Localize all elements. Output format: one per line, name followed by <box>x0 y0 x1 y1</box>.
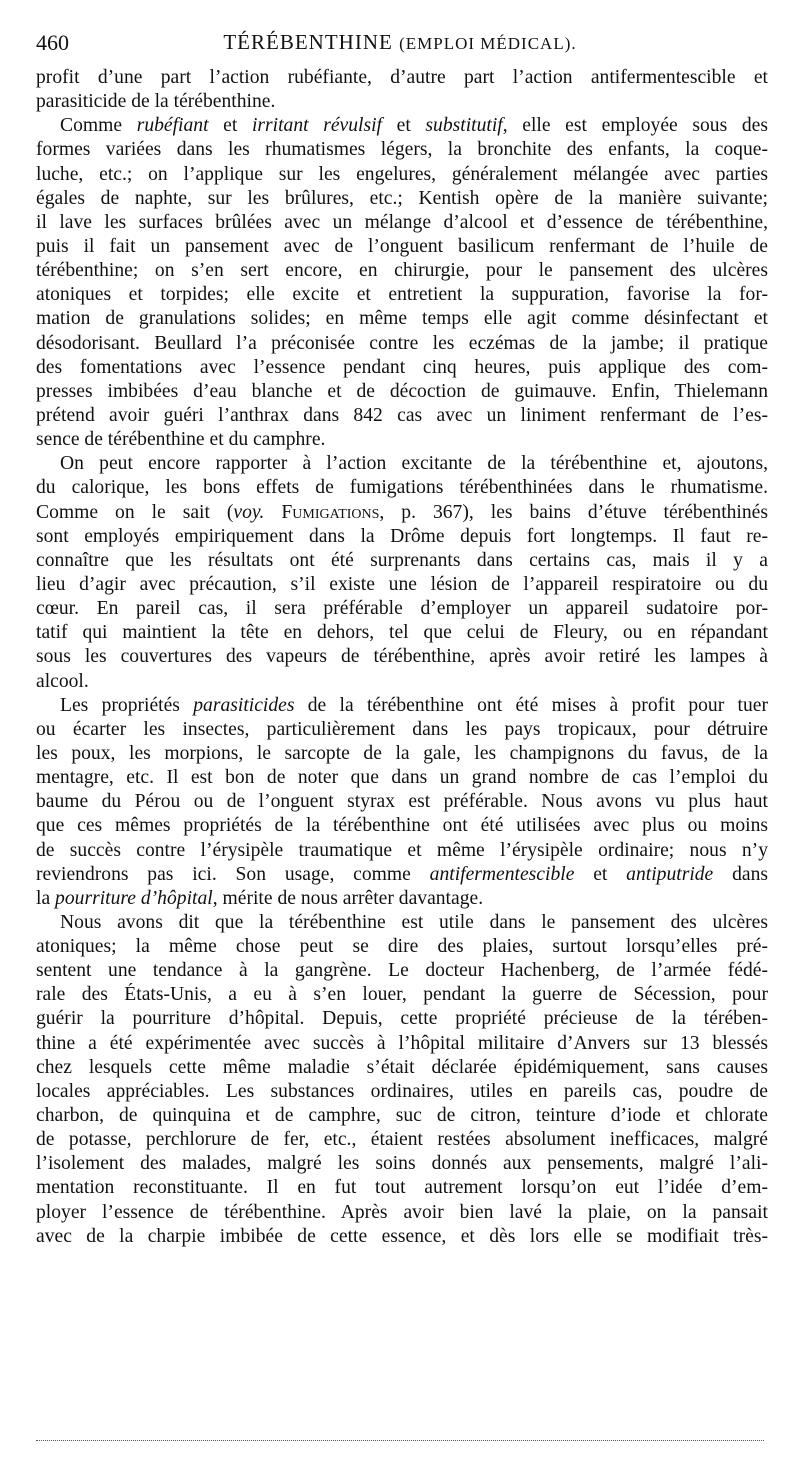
text-line: luche, etc.; on l’applique sur les engelures, généralement mélangée avec parties <box>36 163 768 185</box>
text-line: sous les couvertures des vapeurs de térébenthine, après avoir retiré les lampes à <box>36 646 768 668</box>
text-line: Comme on le sait (voy. Fumigations, p. 367), les bains d’étuve térébenthinés <box>36 501 768 523</box>
text-line: formes variées dans les rhumatismes légers, la bronchite des enfants, la coque- <box>36 139 768 161</box>
text-line: l’isolement des malades, malgré les soins donnés aux pensements, malgré l’ali- <box>36 1153 768 1175</box>
running-title-subtitle: (EMPLOI MÉDICAL). <box>399 34 577 53</box>
text-line: atoniques et torpides; elle excite et entretient la suppuration, favorise la for- <box>36 284 768 306</box>
running-title <box>36 30 764 55</box>
text-line: que ces mêmes propriétés de la térébenthine ont été utilisées avec plus ou moins <box>36 815 768 837</box>
text-line: prétend avoir guéri l’anthrax dans 842 cas avec un liniment renfermant de l’es- <box>36 404 768 426</box>
text-line: désodorisant. Beullard l’a préconisée contre les eczémas de la jambe; il pratique <box>36 332 768 354</box>
text-line: avec de la charpie imbibée de cette essence, et dès lors elle se modifiait très- <box>36 1225 768 1247</box>
text-line: de potasse, perchlorure de fer, etc., étaient restées absolument inefficaces, malgré <box>36 1129 768 1151</box>
page-number: 460 <box>36 30 69 55</box>
text-line: On peut encore rapporter à l’action excitante de la térébenthine et, ajoutons, <box>60 453 768 475</box>
text-line: Nous avons dit que la térébenthine est utile dans le pansement des ulcères <box>60 911 768 933</box>
text-line: locales appréciables. Les substances ordinaires, utiles en pareils cas, poudre de <box>36 1080 768 1102</box>
text-line: atoniques; la même chose peut se dire des plaies, surtout lorsqu’elles pré- <box>36 936 768 958</box>
body-text <box>36 66 768 1249</box>
text-line: chez lesquels cette même maladie s’était déclarée épidémiquement, sans causes <box>36 1056 768 1078</box>
text-line: lieu d’agir avec précaution, s’il existe une lésion de l’appareil respiratoire ou du <box>36 573 768 595</box>
text-line: connaître que les résultats ont été surprenants dans certains cas, mais il y a <box>36 549 768 571</box>
text-line: du calorique, les bons effets de fumigations térébenthinées dans le rhumatisme. <box>36 477 768 499</box>
text-line: tatif qui maintient la tête en dehors, tel que celui de Fleury, ou en répandant <box>36 622 768 644</box>
text-line: reviendrons pas ici. Son usage, comme antifermentescible et antiputride dans <box>36 863 768 885</box>
text-line: égales de naphte, sur les brûlures, etc.; Kentish opère de la manière suivante; <box>36 187 768 209</box>
text-line: sentent une tendance à la gangrène. Le docteur Hachenberg, de l’armée fédé- <box>36 960 768 982</box>
text-line: puis il fait un pansement avec de l’onguent basilicum renfermant de l’huile de <box>36 235 768 257</box>
text-line: presses imbibées d’eau blanche et de décoction de guimauve. Enfin, Thielemann <box>36 380 768 402</box>
text-line: alcool. <box>36 670 89 692</box>
text-line: parasiticide de la térébenthine. <box>36 91 276 113</box>
footer-rule <box>36 1432 764 1441</box>
text-line: charbon, de quinquina et de camphre, suc de citron, teinture d’iode et chlorate <box>36 1105 768 1127</box>
text-line: mentagre, etc. Il est bon de noter que dans un grand nombre de cas l’emploi du <box>36 767 768 789</box>
text-line: sence de térébenthine et du camphre. <box>36 429 326 451</box>
text-line: guérir la pourriture d’hôpital. Depuis, cette propriété précieuse de la térében- <box>36 1008 768 1030</box>
text-line: rale des États-Unis, a eu à s’en louer, pendant la guerre de Sécession, pour <box>36 984 768 1006</box>
text-line: profit d’une part l’action rubéfiante, d’autre part l’action antifermentescible et <box>36 67 768 88</box>
text-line: térébenthine; on s’en sert encore, en chirurgie, pour le pansement des ulcères <box>36 260 768 282</box>
running-header <box>36 30 764 60</box>
text-line: thine a été expérimentée avec succès à l’hôpital militaire d’Anvers sur 13 blessés <box>36 1032 768 1054</box>
text-line: mation de granulations solides; en même temps elle agit comme désinfectant et <box>36 308 768 330</box>
text-line: des fomentations avec l’essence pendant cinq heures, puis applique des com- <box>36 356 768 378</box>
text-line: ployer l’essence de térébenthine. Après avoir bien lavé la plaie, on la pansait <box>36 1201 768 1223</box>
text-line: la pourriture d’hôpital, mérite de nous arrêter davantage. <box>36 887 484 909</box>
text-line: cœur. En pareil cas, il sera préférable d’employer un appareil sudatoire por- <box>36 598 768 620</box>
text-line: baume du Pérou ou de l’onguent styrax est préférable. Nous avons vu plus haut <box>36 791 768 813</box>
text-line: mentation reconstituante. Il en fut tout autrement lorsqu’on eut l’idée d’em- <box>36 1177 768 1199</box>
text-line: il lave les surfaces brûlées avec un mélange d’alcool et d’essence de térébenthine, <box>36 211 768 233</box>
text-line: sont employés empiriquement dans la Drôme depuis fort longtemps. Il faut re- <box>36 525 768 547</box>
text-line: Comme rubéfiant et irritant révulsif et substitutif, elle est employée sous des <box>60 115 768 137</box>
text-line: ou écarter les insectes, particulièrement dans les pays tropicaux, pour détruire <box>36 718 768 740</box>
text-line: Les propriétés parasiticides de la térébenthine ont été mises à profit pour tuer <box>60 694 768 716</box>
text-line: les poux, les morpions, le sarcopte de la gale, les champignons du favus, de la <box>36 742 768 764</box>
text-line: de succès contre l’érysipèle traumatique et même l’érysipèle ordinaire; nous n’y <box>36 839 768 861</box>
running-title-main: TÉRÉBENTHINE <box>223 30 393 54</box>
